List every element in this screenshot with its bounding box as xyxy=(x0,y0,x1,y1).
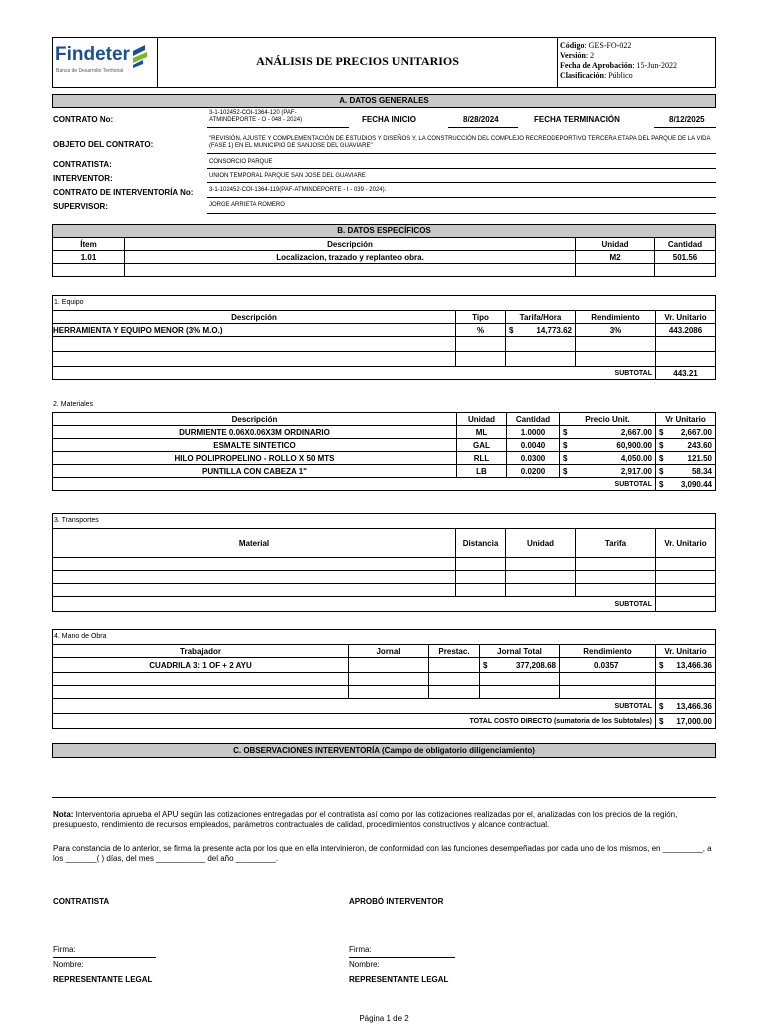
col-tarifa: Tarifa/Hora xyxy=(506,311,576,324)
page-number: Página 1 de 2 xyxy=(359,1014,409,1023)
logo-text: Findeter xyxy=(55,44,130,65)
transportes-title: 3. Transportes xyxy=(52,513,716,529)
supervisor-line xyxy=(207,213,716,214)
fecha-term-label: FECHA TERMINACIÓN xyxy=(534,115,620,124)
contrato-label: CONTRATO No: xyxy=(53,115,114,124)
col-jornal: Jornal xyxy=(349,645,429,658)
col-descripcion: Descripción xyxy=(125,238,576,251)
contrato-line xyxy=(207,127,349,128)
nombre-right: Nombre: xyxy=(349,960,380,969)
subtotal-value xyxy=(656,597,716,612)
subtotal-value: 3,090.44 xyxy=(680,479,712,489)
item-cell: 1.01 xyxy=(53,251,125,264)
objeto-value: "REVISIÓN, AJUSTE Y COMPLEMENTACIÓN DE ESTUDIOS Y DISEÑOS Y, LA CONSTRUCCIÓN DEL COMPLEJO RECREODEPORTIVO TERCERA ETAPA DEL PARQUE DE LA VIDA (FASE 1) EN EL MUNICIPIO DE SANJOSE DEL GUAVIARE" xyxy=(209,136,711,149)
section-b-table xyxy=(52,237,716,277)
table-row: HILO POLIPROPELINO - ROLLO X 50 MTS RLL 0.0300 $ 4,050.00 $ 121.50 xyxy=(53,452,716,465)
col-tarifa: Tarifa xyxy=(576,529,656,558)
col-descripcion: Descripción xyxy=(53,311,456,324)
col-material: Material xyxy=(53,529,456,558)
total-label: TOTAL COSTO DIRECTO (sumatoria de los Subtotales) xyxy=(53,714,656,729)
subtotal-value: 13,466.36 xyxy=(676,701,712,711)
col-distancia: Distancia xyxy=(456,529,506,558)
contrato-int-label: CONTRATO DE INTERVENTORÍA No: xyxy=(53,188,194,197)
total-value: 17,000.00 xyxy=(676,716,712,726)
section-b-title: B. DATOS ESPECÍFICOS xyxy=(52,224,716,238)
table-row: CUADRILA 3: 1 OF + 2 AYU $ 377,208.68 0.0357 $ 13,466.36 xyxy=(53,658,716,673)
table-row xyxy=(53,251,716,264)
firma-right: Firma: xyxy=(349,945,372,954)
observaciones-line xyxy=(52,797,716,798)
table-row xyxy=(53,673,716,686)
subtotal-label: SUBTOTAL xyxy=(53,597,656,612)
doc-info: Código: GES-FO-022 Versión: 2 Fecha de Aprobación: 15-Jun-2022 Clasificación: Público xyxy=(560,41,677,80)
transportes-table xyxy=(52,528,716,612)
col-vr-unitario: Vr Unitario xyxy=(656,413,716,426)
rep-right: REPRESENTANTE LEGAL xyxy=(349,975,449,984)
header-divider-2 xyxy=(557,37,558,88)
col-rendimiento: Rendimiento xyxy=(576,311,656,324)
table-row: DURMIENTE 0.06X0.06X3M ORDINARIO ML 1.0000 $ 2,667.00 $ 2,667.00 xyxy=(53,426,716,439)
firma-right-line xyxy=(349,957,455,958)
equipo-title: 1. Equipo xyxy=(52,295,716,311)
interventor-value: UNION TEMPORAL PARQUE SAN JOSE DEL GUAVIARE xyxy=(209,173,366,179)
col-trabajador: Trabajador xyxy=(53,645,349,658)
col-unidad: Unidad xyxy=(576,238,655,251)
objeto-line xyxy=(207,153,716,154)
logo-subtitle: Banca de Desarrollo Territorial xyxy=(56,68,124,74)
subtotal-label: SUBTOTAL xyxy=(53,478,656,491)
col-vr-unitario: Vr. Unitario xyxy=(656,529,716,558)
col-jornal-total: Jornal Total xyxy=(480,645,560,658)
col-precio: Precio Unit. xyxy=(560,413,656,426)
findeter-logo xyxy=(55,44,155,80)
col-cantidad: Cantidad xyxy=(655,238,716,251)
table-row xyxy=(53,352,716,367)
fecha-inicio-value: 8/28/2024 xyxy=(463,115,499,124)
table-row xyxy=(53,264,716,277)
nota-text: Nota: Interventoria aprueba el APU según las cotizaciones entregadas por el contratista así como por las cotizaciones realizadas por el, analizadas con los precios de la región, presupuesto, rendimiento de recursos empleados, parámetros contractuales de calidad, procedimientos constructivos y alcance contractual. xyxy=(53,810,678,829)
equipo-table xyxy=(52,310,716,380)
fecha-term-value: 8/12/2025 xyxy=(669,115,705,124)
col-tipo: Tipo xyxy=(456,311,506,324)
unidad-cell: M2 xyxy=(576,251,655,264)
mano-obra-table: Trabajador Jornal Prestac. Jornal Total Rendimiento Vr. Unitario CUADRILA 3: 1 OF + 2 AYU $ 377,208.68 0.0357 $ 13,466.36 SUBTOTAL $ 13,466.36 TOTAL COSTO DIRECTO (sumatoria de los Subtotales) $ 17,000.00 xyxy=(52,644,716,729)
col-descripcion: Descripción xyxy=(53,413,457,426)
subtotal-label: SUBTOTAL xyxy=(53,699,656,714)
materiales-table: Descripción Unidad Cantidad Precio Unit. Vr Unitario DURMIENTE 0.06X0.06X3M ORDINARIO ML 1.0000 $ 2,667.00 $ 2,667.00 ESMALTE SINTETICO GAL 0.0040 $ 60,900.00 $ 243.60 HILO POLIPROPELINO - ROLLO X 50 MTS RLL 0.0300 $ 4,050.00 $ 121.50 PUNTILLA CON CABEZA 1" LB 0.0200 $ 2,917.00 $ 58.34 SUBTOTAL $ 3,090.44 xyxy=(52,412,716,491)
supervisor-value: JORGE ARRIETA ROMERO xyxy=(209,202,285,208)
fecha-inicio-line xyxy=(448,127,518,128)
materiales-title: 2. Materiales xyxy=(53,401,94,408)
descripcion-cell: Localizacion, trazado y replanteo obra. xyxy=(125,251,576,264)
col-cantidad: Cantidad xyxy=(507,413,560,426)
firma-left-line xyxy=(53,957,156,958)
section-a-title: A. DATOS GENERALES xyxy=(52,94,716,108)
table-row xyxy=(53,686,716,699)
table-row: ESMALTE SINTETICO GAL 0.0040 $ 60,900.00 $ 243.60 xyxy=(53,439,716,452)
table-row xyxy=(53,337,716,352)
contratista-label: CONTRATISTA: xyxy=(53,160,112,169)
page-title: ANÁLISIS DE PRECIOS UNITARIOS xyxy=(256,54,459,68)
col-item: Ítem xyxy=(53,238,125,251)
subtotal-value: 443.21 xyxy=(656,367,716,380)
interventor-label: INTERVENTOR: xyxy=(53,174,113,183)
interventor-sign-title: APROBÓ INTERVENTOR xyxy=(349,897,444,906)
logo-mark-icon xyxy=(130,43,150,69)
fecha-inicio-label: FECHA INICIO xyxy=(362,115,416,124)
table-row: HERRAMIENTA Y EQUIPO MENOR (3% M.O.) % $ 14,773.62 3% 443.2086 xyxy=(53,324,716,337)
constancia-text: Para constancia de lo anterior, se firma la presente acta por los que en ella intervinieron, de conformidad con las funciones desempeñadas por cada uno de los mismos, en _________, a los _______( ) días, del mes ___________ del año _________. xyxy=(53,844,712,863)
contratista-value: CONSORCIO PARQUE xyxy=(209,159,273,165)
nombre-left: Nombre: xyxy=(53,960,84,969)
contrato-int-value: 3-1-102452-COI-1364-119(PAF-ATMINDEPORTE - I - 039 - 2024). xyxy=(209,187,387,193)
section-c-title: C. OBSERVACIONES INTERVENTORÍA (Campo de obligatorio diligenciamiento) xyxy=(52,743,716,758)
table-row: PUNTILLA CON CABEZA 1" LB 0.0200 $ 2,917.00 $ 58.34 xyxy=(53,465,716,478)
objeto-label: OBJETO DEL CONTRATO: xyxy=(53,140,154,149)
contratista-line xyxy=(207,168,716,169)
supervisor-label: SUPERVISOR: xyxy=(53,202,108,211)
col-vr-unitario: Vr. Unitario xyxy=(656,311,716,324)
contrato-value: 3-1-102452-COI-1364-120 (PAF-ATMINDEPORTE - O - 048 - 2024) xyxy=(209,110,303,123)
contrato-int-line xyxy=(207,197,716,198)
subtotal-label: SUBTOTAL xyxy=(53,367,656,380)
table-row xyxy=(53,558,716,571)
col-vr-unitario: Vr. Unitario xyxy=(656,645,716,658)
col-prestac: Prestac. xyxy=(429,645,480,658)
col-unidad: Unidad xyxy=(506,529,576,558)
contratista-sign-title: CONTRATISTA xyxy=(53,897,110,906)
rep-left: REPRESENTANTE LEGAL xyxy=(53,975,153,984)
cantidad-cell: 501.56 xyxy=(655,251,716,264)
mano-obra-title: 4. Mano de Obra xyxy=(52,629,716,645)
firma-left: Firma: xyxy=(53,945,76,954)
interventor-line xyxy=(207,182,716,183)
col-unidad: Unidad xyxy=(457,413,507,426)
table-row xyxy=(53,584,716,597)
fecha-term-line xyxy=(654,127,716,128)
col-rendimiento: Rendimiento xyxy=(560,645,656,658)
table-row xyxy=(53,571,716,584)
